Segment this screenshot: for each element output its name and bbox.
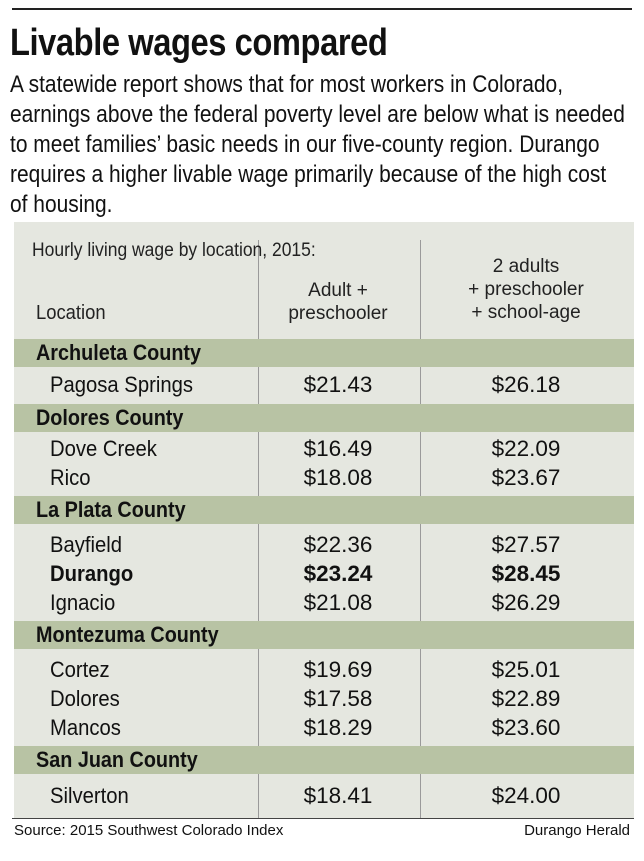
table-cell-adult-preschooler: $18.08 [303, 465, 373, 490]
table-cell-location: Durango [50, 561, 134, 586]
county-label: San Juan County [36, 747, 198, 772]
table-cell-location: Bayfield [50, 532, 123, 557]
column-header-line: + school-age [471, 302, 581, 323]
table-cell-location: Mancos [50, 715, 121, 740]
table-cell-location: Dove Creek [50, 436, 157, 461]
county-label: Montezuma County [36, 622, 219, 647]
table-cell-location: Rico [50, 465, 91, 490]
table-caption: Hourly living wage by location, 2015: [32, 240, 316, 261]
column-header-line: preschooler [288, 303, 388, 324]
table-cell-two-adults: $26.18 [491, 372, 561, 397]
table-cell-location: Silverton [50, 783, 129, 808]
table-cell-adult-preschooler: $22.36 [303, 532, 373, 557]
column-header-location: Location [36, 302, 106, 324]
table-cell-adult-preschooler: $17.58 [303, 686, 373, 711]
column-header-line: Adult + [308, 280, 368, 301]
table-cell-two-adults: $25.01 [491, 657, 561, 682]
table-cell-location: Ignacio [50, 590, 116, 615]
table-cell-location: Dolores [50, 686, 120, 711]
top-rule [12, 8, 632, 10]
column-header-adult-preschooler [258, 279, 418, 325]
table-cell-two-adults: $27.57 [491, 532, 561, 557]
column-header-line: 2 adults [492, 256, 560, 277]
column-header-line: + preschooler [468, 279, 584, 300]
table-cell-adult-preschooler: $23.24 [303, 561, 373, 586]
county-label: La Plata County [36, 497, 186, 522]
table-cell-two-adults: $24.00 [491, 783, 561, 808]
table-cell-two-adults: $26.29 [491, 590, 561, 615]
table-cell-two-adults: $22.09 [491, 436, 561, 461]
table-cell-two-adults: $22.89 [491, 686, 561, 711]
bottom-rule [12, 818, 634, 819]
county-label: Archuleta County [36, 340, 202, 365]
table-cell-adult-preschooler: $21.43 [303, 372, 373, 397]
table-cell-two-adults: $23.60 [491, 715, 561, 740]
chart-title: Livable wages compared [10, 22, 388, 64]
table-cell-location: Pagosa Springs [50, 372, 193, 397]
table-cell-two-adults: $28.45 [491, 561, 561, 586]
credit-line: Durango Herald [524, 822, 630, 839]
table-cell-adult-preschooler: $19.69 [303, 657, 373, 682]
table-cell-location: Cortez [50, 657, 110, 682]
table-cell-adult-preschooler: $16.49 [303, 436, 373, 461]
county-label: Dolores County [36, 405, 184, 430]
table-cell-adult-preschooler: $18.29 [303, 715, 373, 740]
column-header-two-adults [422, 255, 630, 324]
table-cell-adult-preschooler: $18.41 [303, 783, 373, 808]
table-cell-two-adults: $23.67 [491, 465, 561, 490]
intro-paragraph: A statewide report shows that for most workers in Colorado, earnings above the federal poverty level are below what is needed to meet families’ basic needs in our five-county region. Durango requires a higher livable wage primarily because of the high cost of housing. [10, 71, 625, 218]
source-note: Source: 2015 Southwest Colorado Index [14, 822, 284, 839]
table-cell-adult-preschooler: $21.08 [303, 590, 373, 615]
